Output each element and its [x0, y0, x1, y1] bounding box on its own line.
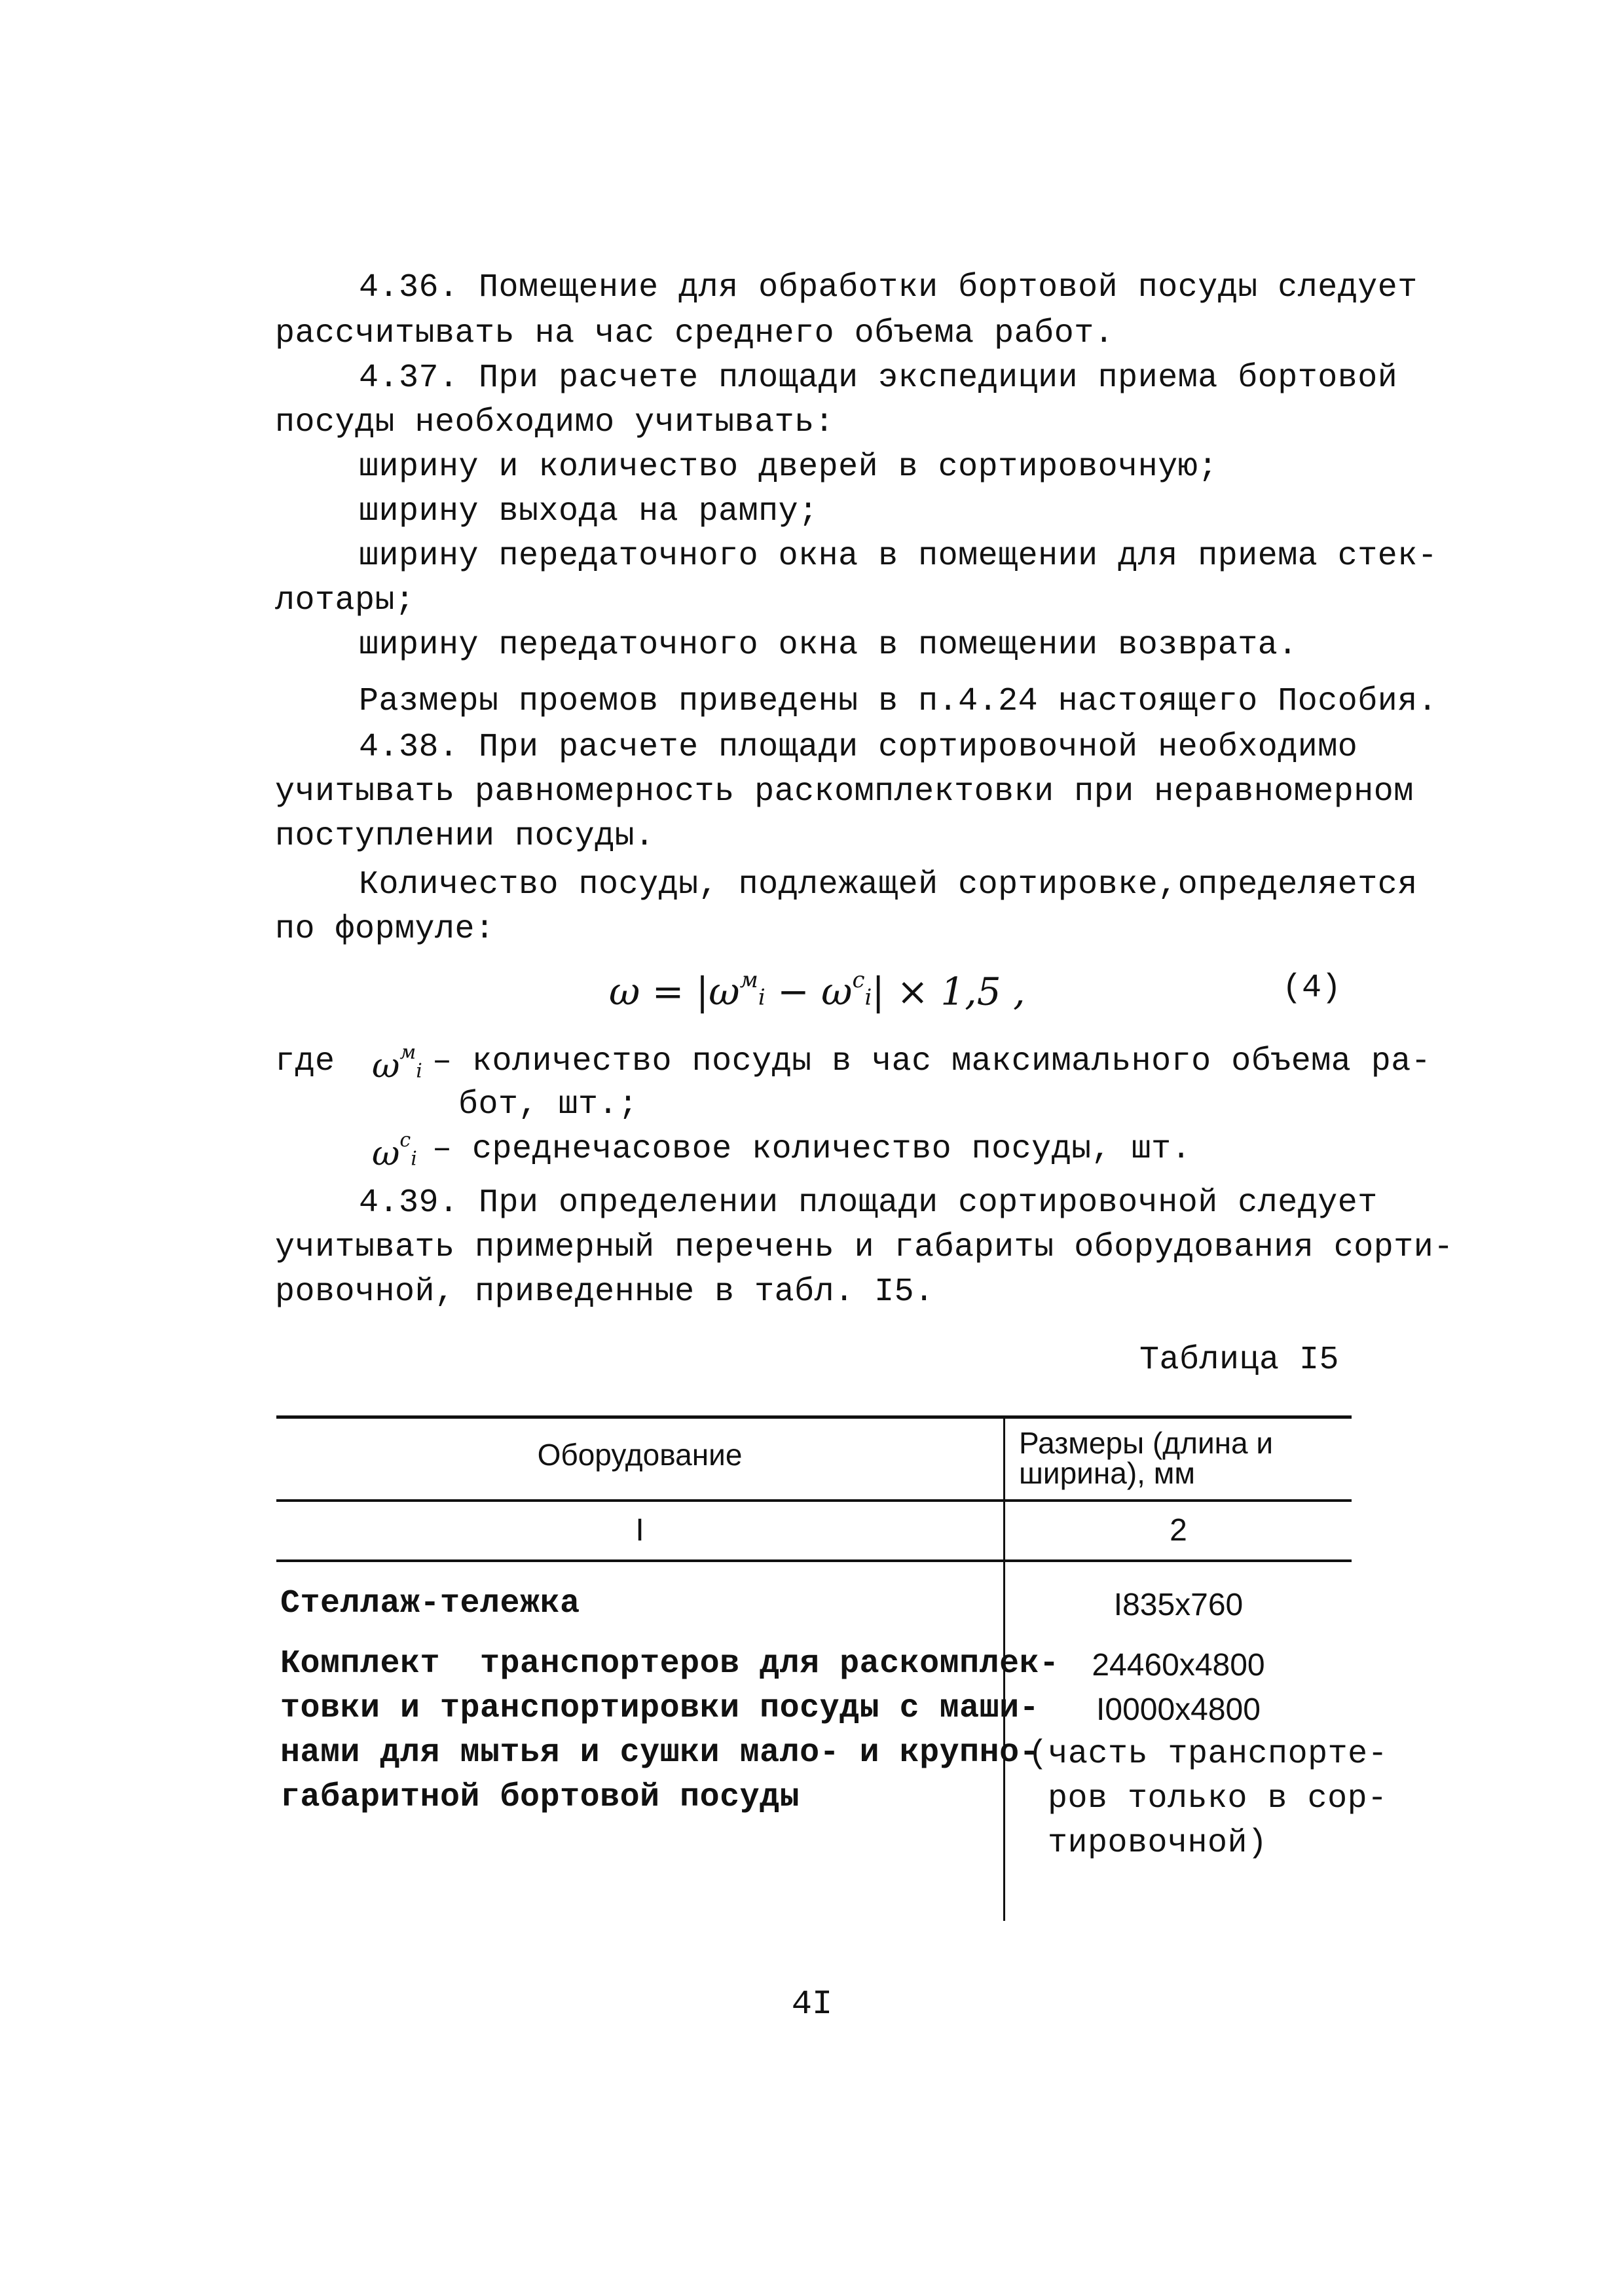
- para-4-37-line1: 4.37. При расчете площади экспедиции приема бортовой: [359, 359, 1398, 397]
- row2-sizes-line3: (часть транспорте-: [1028, 1736, 1388, 1773]
- table-top-rule: [276, 1415, 1352, 1419]
- header-equipment: Оборудование: [537, 1438, 743, 1472]
- omega-max-symbol: $\omega^мi$: [372, 1041, 422, 1086]
- list-item-glass-window-line1: ширину передаточного окна в помещении для приема стек-: [359, 538, 1438, 575]
- definition-avg: – среднечасовое количество посуды, шт.: [432, 1131, 1192, 1168]
- equation-number: (4): [1282, 970, 1342, 1007]
- column-number-2: 2: [1170, 1513, 1187, 1548]
- para-4-37-line2: посуды необходимо учитывать:: [275, 404, 835, 441]
- para-4-36-line1: 4.36. Помещение для обработки бортовой посуды следует: [359, 269, 1418, 306]
- row1-equipment: Стеллаж-тележка: [280, 1585, 580, 1622]
- row1-sizes: I835x760: [1113, 1588, 1244, 1622]
- list-item-ramp: ширину выхода на рампу;: [359, 493, 819, 530]
- where-label: где: [275, 1043, 335, 1080]
- definition-max-line2: бот, шт.;: [458, 1086, 638, 1123]
- sizes-reference: Размеры проемов приведены в п.4.24 настоящего Пособия.: [359, 683, 1438, 720]
- row2-sizes-line4: ров только в сор-: [1048, 1780, 1388, 1817]
- column-number-1: I: [635, 1513, 644, 1548]
- header-sizes-line1: Размеры (длина и: [1019, 1426, 1274, 1460]
- page-number: 4I: [791, 1985, 833, 2024]
- para-4-38-line1: 4.38. При расчете площади сортировочной необходимо: [359, 729, 1358, 766]
- row2-equipment-line3: нами для мытья и сушки мало- и крупно-: [280, 1734, 1040, 1772]
- formula-4: $\omega = |\omega^мi - \omega^сi| \times 1,5$ ,: [609, 967, 1025, 1014]
- row2-equipment-line4: габаритной бортовой посуды: [280, 1779, 800, 1816]
- para-4-38-line2: учитывать равномерность раскомплектовки при неравномерном: [275, 773, 1414, 811]
- table-caption: Таблица I5: [1139, 1341, 1340, 1379]
- para-4-36-line2: рассчитывать на час среднего объема работ.: [275, 315, 1115, 352]
- table-header-rule: [276, 1499, 1352, 1502]
- row2-sizes-line1: 24460x4800: [1092, 1648, 1265, 1683]
- list-item-glass-window-line2: лотары;: [275, 582, 415, 619]
- quantity-line1: Количество посуды, подлежащей сортировке,определяется: [359, 866, 1418, 903]
- para-4-38-line3: поступлении посуды.: [275, 818, 655, 855]
- row2-equipment-line2: товки и транспортировки посуды с маши-: [280, 1690, 1040, 1727]
- list-item-doors: ширину и количество дверей в сортировочную;: [359, 448, 1218, 486]
- para-4-39-line3: ровочной, приведенные в табл. I5.: [275, 1273, 934, 1311]
- list-item-return-window: ширину передаточного окна в помещении возврата.: [359, 627, 1298, 664]
- header-sizes-line2: ширина), мм: [1019, 1456, 1195, 1490]
- row2-equipment-line1: Комплект транспортеров для раскомплек-: [280, 1645, 1060, 1683]
- para-4-39-line1: 4.39. При определении площади сортировочной следует: [359, 1184, 1378, 1222]
- table-number-rule: [276, 1559, 1352, 1562]
- row2-sizes-line2: I0000x4800: [1096, 1692, 1261, 1727]
- para-4-39-line2: учитывать примерный перечень и габариты оборудования сорти-: [275, 1229, 1454, 1266]
- quantity-line2: по формуле:: [275, 911, 495, 948]
- definition-max-line1: – количество посуды в час максимального объема ра-: [432, 1043, 1431, 1080]
- omega-avg-symbol: $\omega^сi$: [372, 1129, 417, 1174]
- row2-sizes-line5: тировочной): [1048, 1825, 1268, 1862]
